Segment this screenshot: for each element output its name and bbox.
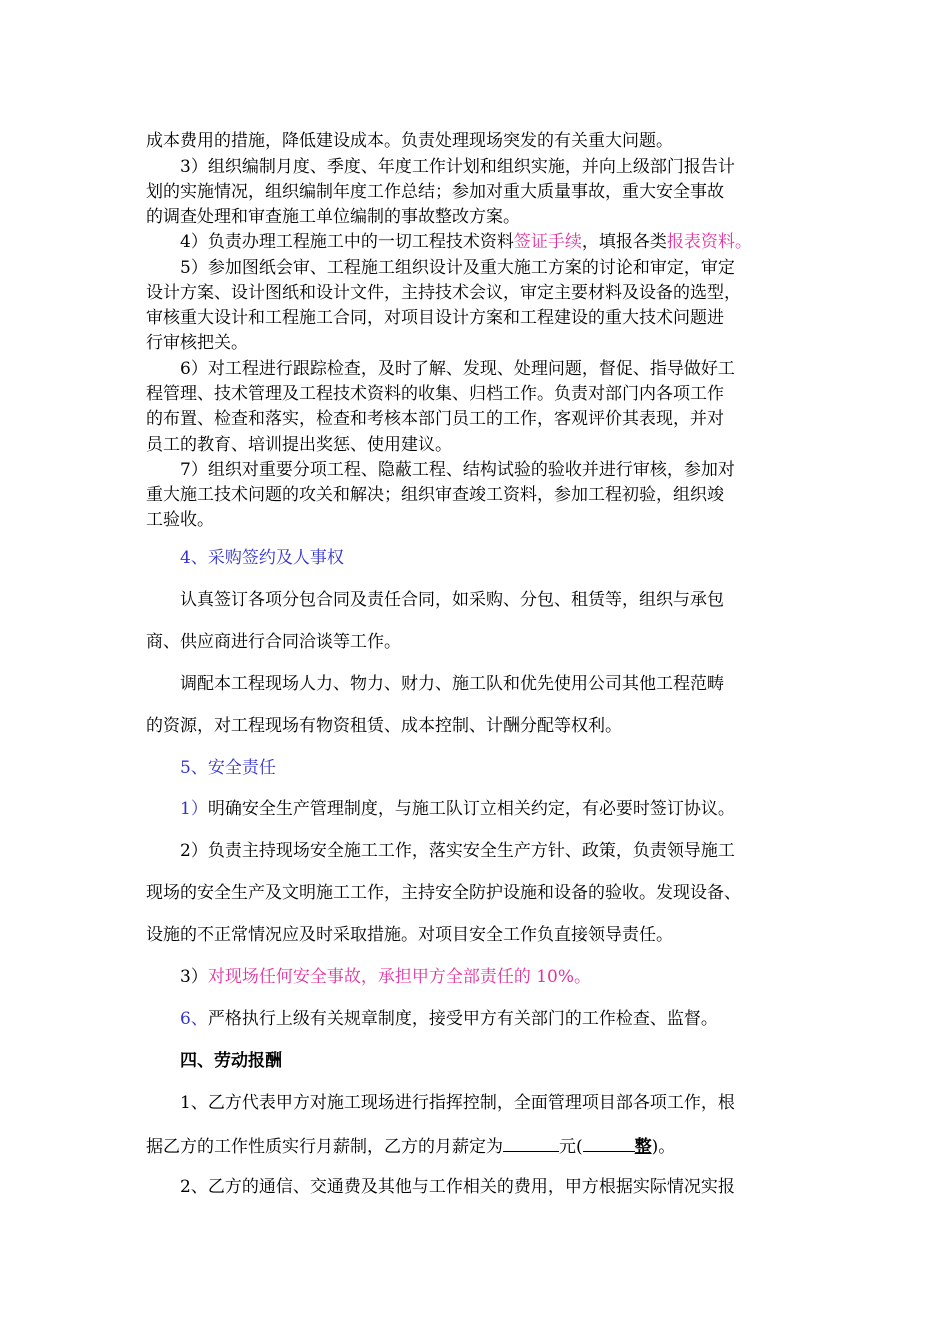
paragraph-line: 设计方案、设计图纸和设计文件，主持技术会议，审定主要材料及设备的选型， [146, 283, 741, 303]
paragraph-line: 5）参加图纸会审、工程施工组织设计及重大施工方案的讨论和审定，审定 [180, 258, 735, 278]
paragraph-line: 认真签订各项分包合同及责任合同，如采购、分包、租赁等，组织与承包 [180, 590, 724, 610]
paragraph-line: 行审核把关。 [146, 333, 248, 353]
paragraph-line: 商、供应商进行合同洽谈等工作。 [146, 632, 401, 652]
paragraph-line: 调配本工程现场人力、物力、财力、施工队和优先使用公司其他工程范畴 [180, 674, 724, 694]
highlighted-text: 报表资料。 [666, 232, 752, 252]
text-run: 元( [559, 1137, 583, 1157]
highlighted-text: 对现场任何安全事故，承担甲方全部责任的 10%。 [207, 967, 592, 987]
paragraph-line [180, 965, 591, 989]
paragraph-line: 的调查处理和审查施工单位编制的事故整改方案。 [146, 207, 520, 227]
paragraph-line: 审核重大设计和工程施工合同，对项目设计方案和工程建设的重大技术问题进 [146, 308, 724, 328]
paragraph-line [180, 230, 752, 254]
salary-words-blank[interactable] [583, 1133, 635, 1152]
paragraph-line: 的布置、检查和落实，检查和考核本部门员工的工作，客观评价其表现，并对 [146, 409, 724, 429]
text-run: 明确安全生产管理制度，与施工队订立相关约定，有必要时签订协议。 [207, 799, 735, 819]
text-run: 4）负责办理工程施工中的一切工程技术资料 [180, 232, 514, 252]
paragraph-line: 成本费用的措施，降低建设成本。负责处理现场突发的有关重大问题。 [146, 131, 673, 151]
paragraph-line: 员工的教育、培训提出奖惩、使用建议。 [146, 435, 452, 455]
paragraph-line: 2、乙方的通信、交通费及其他与工作相关的费用，甲方根据实际情况实报 [180, 1177, 735, 1197]
text-run: 整 [634, 1137, 652, 1157]
section-heading: 4、采购签约及人事权 [180, 548, 344, 568]
text-run: ，填报各类 [581, 232, 667, 252]
paragraph-line [146, 1133, 675, 1159]
paragraph-line: 1、乙方代表甲方对施工现场进行指挥控制，全面管理项目部各项工作，根 [180, 1093, 735, 1113]
paragraph-line: 现场的安全生产及文明施工工作，主持安全防护设施和设备的验收。发现设备、 [146, 883, 741, 903]
paragraph-line: 3）组织编制月度、季度、年度工作计划和组织实施，并向上级部门报告计 [180, 157, 735, 177]
paragraph-line: 的资源，对工程现场有物资租赁、成本控制、计酬分配等权利。 [146, 716, 622, 736]
text-run: 据乙方的工作性质实行月薪制，乙方的月薪定为 [146, 1137, 503, 1157]
section-heading: 5、安全责任 [180, 758, 276, 778]
paragraph-line: 程管理、技术管理及工程技术资料的收集、归档工作。负责对部门内各项工作 [146, 384, 724, 404]
item-number: 6、 [180, 1009, 208, 1029]
text-run: 严格执行上级有关规章制度，接受甲方有关部门的工作检查、监督。 [207, 1009, 718, 1029]
paragraph-line [180, 1007, 718, 1031]
paragraph-line: 划的实施情况，组织编制年度工作总结；参加对重大质量事故，重大安全事故 [146, 182, 724, 202]
paragraph-line: 7）组织对重要分项工程、隐蔽工程、结构试验的验收并进行审核，参加对 [180, 460, 735, 480]
salary-amount-blank[interactable] [503, 1133, 559, 1152]
highlighted-text: 签证手续 [513, 232, 582, 252]
paragraph-line: 2）负责主持现场安全施工工作，落实安全生产方针、政策，负责领导施工 [180, 841, 735, 861]
paragraph-line [180, 797, 735, 821]
paragraph-line: 工验收。 [146, 510, 214, 530]
paragraph-line: 设施的不正常情况应及时采取措施。对项目安全工作负直接领导责任。 [146, 925, 673, 945]
chapter-heading: 四、劳动报酬 [180, 1051, 282, 1071]
item-number: 1） [180, 799, 208, 819]
item-number: 3） [180, 967, 208, 987]
paragraph-line: 6）对工程进行跟踪检查，及时了解、发现、处理问题，督促、指导做好工 [180, 359, 735, 379]
text-run: )。 [651, 1137, 676, 1157]
paragraph-line: 重大施工技术问题的攻关和解决；组织审查竣工资料，参加工程初验，组织竣 [146, 485, 724, 505]
